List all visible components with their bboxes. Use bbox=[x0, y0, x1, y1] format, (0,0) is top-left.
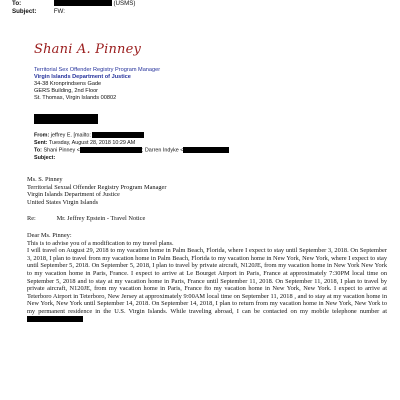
redaction-box bbox=[183, 147, 229, 153]
signature-title: Territorial Sex Offender Registry Program Manager bbox=[34, 67, 161, 73]
redaction-box bbox=[34, 114, 98, 124]
forward-subject-value: FW: bbox=[53, 8, 65, 15]
forward-subject-line bbox=[12, 8, 65, 15]
email-to-value-2: ; Darren Indyke < bbox=[141, 147, 184, 154]
salutation: Dear Ms. Pinney: bbox=[27, 231, 72, 239]
email-to-line bbox=[34, 147, 229, 155]
email-to-label: To: bbox=[34, 147, 42, 154]
regarding-label: Re: bbox=[27, 215, 36, 223]
email-subject-label: Subject: bbox=[34, 155, 56, 162]
email-sent-label: Sent: bbox=[34, 139, 48, 146]
forward-to-line bbox=[12, 0, 135, 7]
travel-paragraph-text: I will travel on August 29, 2018 to my vacation home in Palm Beach, Florida, where I expect to stay until September 3, 2018. On September 3, 2018, I plan to travel from my vacation home in Palm Beach, Florida to my vacation home in New York, New York, where I expect to stay until September 5, 2018. On September 5, 2018, I plan to travel by private aircraft, N120JE, from my vacation home in New York New York to my vacation home in Paris, France. I expect to arrive at Le Bourget Airport in Paris, France at approximately 7:30PM local time on September 5, 2018 and to stay at my vacation home in Paris, France until September 11, 2018. On September 11, 2018, I plan to travel by private aircraft, N120JE, from my vacation home in Paris, France fto my vacation home in New York, New York. I expect to arrive at Teterboro Airport in Teterboro, New Jersey at approximately 9:00AM local time on September 11, 2018 , and to stay at my vacation home in New York, New York until September 14, 2018. On September 14, 2018, I plan to return from my vacation home in New York, New York to my permanent residence in the U.S. Virgin Islands. While traveling abroad, I can be contacted on my mobile telephone number at bbox=[27, 247, 387, 315]
signature-department: Virgin Islands Department of Justice bbox=[34, 74, 131, 80]
email-sent-line bbox=[34, 140, 229, 148]
email-to-value-1: Shani Pinney < bbox=[43, 147, 80, 154]
redaction-box bbox=[92, 132, 144, 138]
email-from-label: From: bbox=[34, 132, 50, 139]
recipient-title: Territorial Sexual Offender Registry Program Manager bbox=[27, 183, 167, 191]
email-from-value: jeffrey E. [mailto: bbox=[50, 132, 91, 139]
email-sent-value: Tuesday, August 28, 2018 10:29 AM bbox=[48, 139, 136, 146]
email-from-line bbox=[34, 132, 229, 140]
signature-name: Shani A. Pinney bbox=[34, 42, 142, 57]
signature-address-3: St. Thomas, Virgin Islands 00802 bbox=[34, 95, 117, 101]
email-subject-line bbox=[34, 155, 229, 163]
email-header bbox=[34, 132, 229, 163]
redaction-box bbox=[80, 147, 142, 153]
forward-to-value: (USMS) bbox=[113, 0, 136, 7]
recipient-department: Virgin Islands Department of Justice bbox=[27, 191, 120, 199]
regarding-value: Mr. Jeffrey Epstein - Travel Notice bbox=[56, 215, 146, 223]
forward-subject-label: Subject: bbox=[12, 8, 37, 15]
redaction-box bbox=[27, 316, 83, 322]
regarding-line bbox=[27, 215, 387, 223]
forward-to-label: To: bbox=[12, 0, 22, 7]
letter-body bbox=[27, 176, 387, 323]
recipient-location: United States Virgin Islands bbox=[27, 198, 99, 206]
travel-paragraph bbox=[27, 247, 387, 323]
redaction-box bbox=[54, 0, 112, 6]
signature-block bbox=[34, 67, 160, 102]
recipient-address bbox=[27, 176, 387, 206]
recipient-name: Ms. S. Pinney bbox=[27, 176, 63, 183]
intro-paragraph: This is to advise you of a modification to my travel plans. bbox=[27, 239, 174, 247]
signature-address-2: GERS Building, 2nd Floor bbox=[34, 88, 99, 94]
signature-address-1: 34-38 Kronprindsens Gade bbox=[34, 81, 102, 87]
